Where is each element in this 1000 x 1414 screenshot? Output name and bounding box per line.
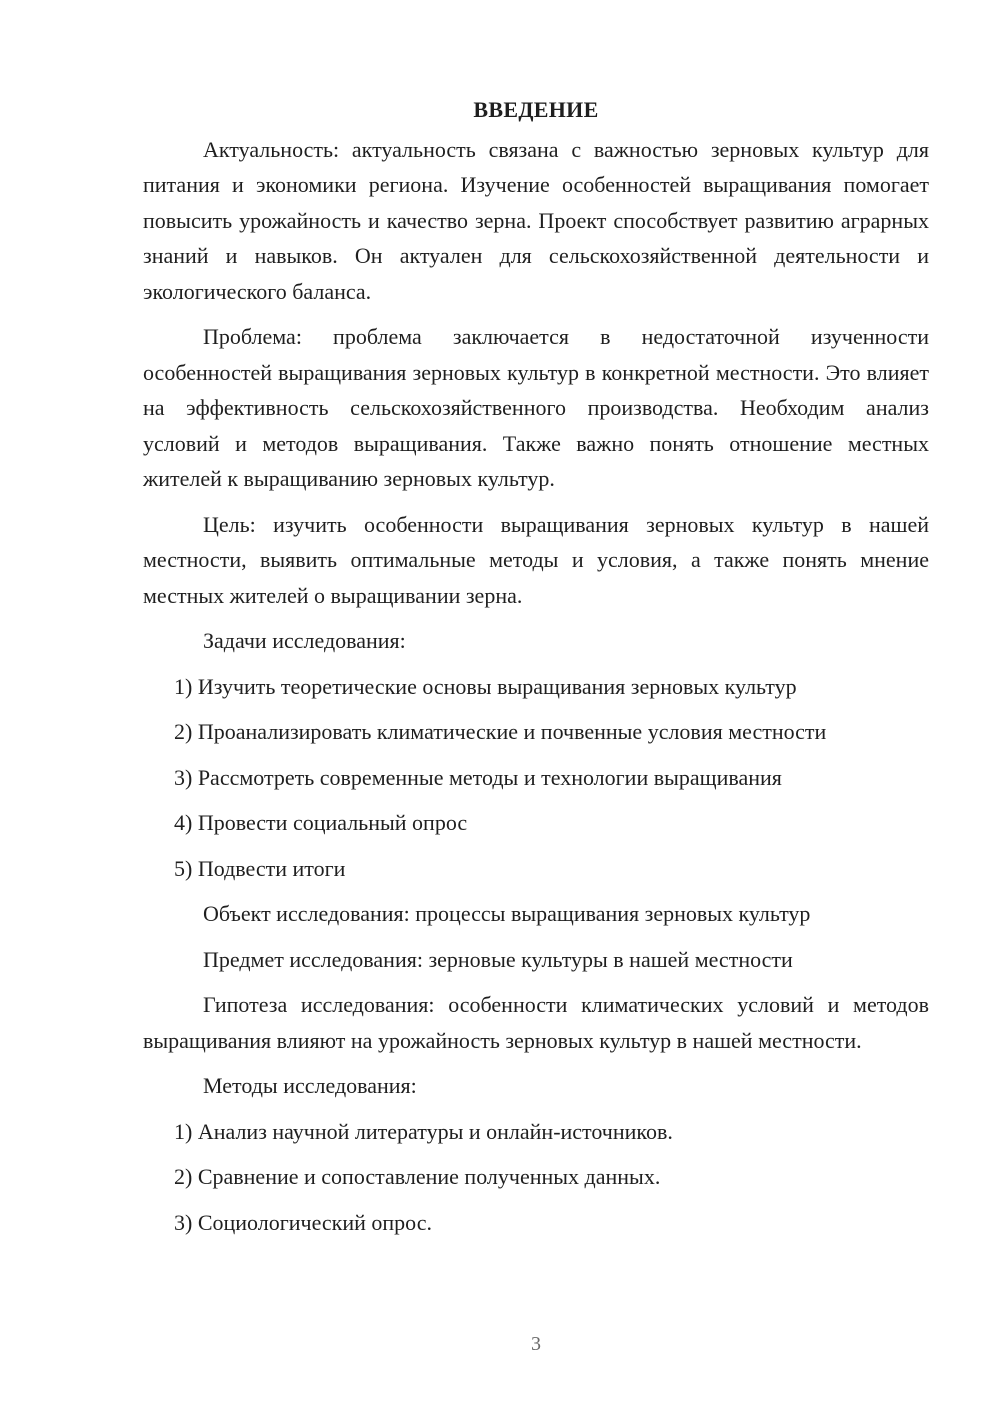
task-item: 1) Изучить теоретические основы выращивания зерновых культур	[174, 673, 797, 699]
goal-paragraph: Цель: изучить особенности выращивания зерновых культур в нашей местности, выявить оптимальные методы и условия, а также понять мнение местных жителей о выращивании зерна.	[143, 511, 929, 608]
object-paragraph: Объект исследования: процессы выращивания зерновых культур	[203, 901, 811, 926]
document-title: ВВЕДЕНИЕ	[473, 97, 599, 122]
document-page	[143, 92, 929, 1250]
hypothesis-paragraph: Гипотеза исследования: особенности климатических условий и методов выращивания влияют на урожайность зерновых культур в нашей местности.	[143, 992, 929, 1053]
method-item: 1) Анализ научной литературы и онлайн-источников.	[174, 1118, 673, 1144]
page-number: 3	[531, 1333, 541, 1355]
task-item: 5) Подвести итоги	[174, 855, 346, 881]
method-item: 2) Сравнение и сопоставление полученных данных.	[174, 1164, 661, 1189]
task-item: 3) Рассмотреть современные методы и технологии выращивания	[174, 764, 782, 790]
method-item: 3) Социологический опрос.	[174, 1209, 432, 1235]
methods-list	[143, 1114, 929, 1241]
tasks-heading: Задачи исследования:	[203, 628, 406, 653]
relevance-paragraph: Актуальность: актуальность связана с важностью зерновых культур для питания и экономики региона. Изучение особенностей выращивания помогает повысить урожайность и качество зерна. Проект способствует развитию аграрных знаний и навыков. Он актуален для сельскохозяйственной деятельности и экологического баланса.	[143, 136, 929, 304]
task-item: 2) Проанализировать климатические и почвенные условия местности	[174, 719, 827, 744]
tasks-list	[143, 669, 929, 887]
subject-paragraph: Предмет исследования: зерновые культуры в нашей местности	[203, 946, 793, 972]
methods-heading: Методы исследования:	[203, 1073, 417, 1098]
problem-paragraph: Проблема: проблема заключается в недостаточной изученности особенностей выращивания зерновых культур в конкретной местности. Это влияет на эффективность сельскохозяйственного производства. Необходим анализ условий и методов выращивания. Также важно понять отношение местных жителей к выращиванию зерновых культур.	[143, 324, 929, 491]
task-item: 4) Провести социальный опрос	[174, 810, 468, 835]
